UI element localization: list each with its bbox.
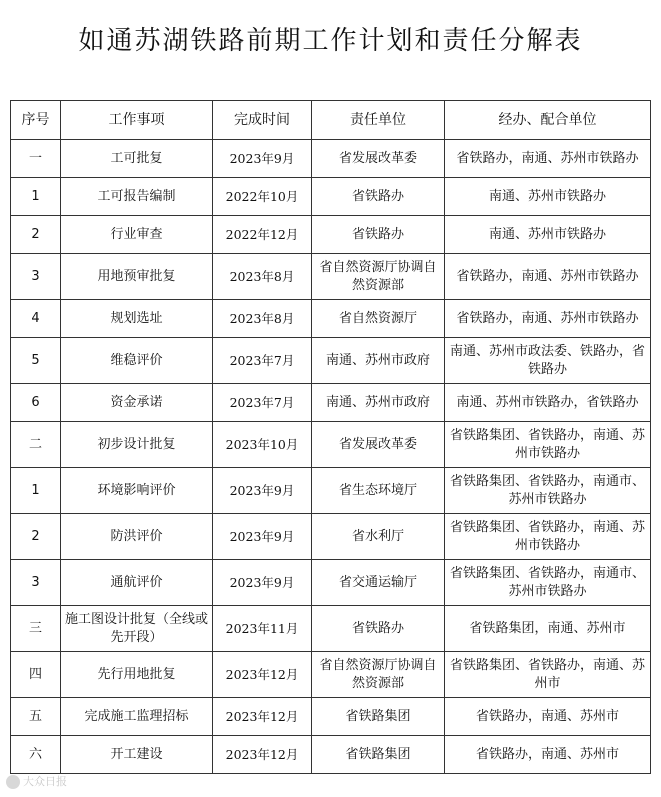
table-row xyxy=(11,652,651,698)
cell-cooperating-units: 省铁路办，南通、苏州市 xyxy=(445,698,651,736)
cell-responsible-unit: 省铁路办 xyxy=(312,216,445,254)
cell-work-item: 完成施工监理招标 xyxy=(61,698,213,736)
cell-responsible-unit: 省铁路集团 xyxy=(312,698,445,736)
header-serial: 序号 xyxy=(11,101,61,140)
cell-cooperating-units: 南通、苏州市铁路办，省铁路办 xyxy=(445,384,651,422)
table-row xyxy=(11,140,651,178)
watermark xyxy=(6,773,67,789)
cell-completion-time: 2023年7月 xyxy=(213,384,312,422)
cell-cooperating-units: 省铁路办，南通、苏州市铁路办 xyxy=(445,140,651,178)
cell-work-item: 规划选址 xyxy=(61,300,213,338)
cell-work-item: 工可批复 xyxy=(61,140,213,178)
cell-completion-time: 2023年9月 xyxy=(213,140,312,178)
table-row xyxy=(11,338,651,384)
cell-responsible-unit: 省交通运输厅 xyxy=(312,560,445,606)
cell-completion-time: 2023年9月 xyxy=(213,560,312,606)
cell-work-item: 防洪评价 xyxy=(61,514,213,560)
cell-serial: 3 xyxy=(11,254,61,300)
table-row xyxy=(11,254,651,300)
cell-responsible-unit: 省铁路集团 xyxy=(312,736,445,774)
cell-responsible-unit: 省生态环境厅 xyxy=(312,468,445,514)
cell-completion-time: 2023年12月 xyxy=(213,652,312,698)
table-row xyxy=(11,422,651,468)
cell-work-item: 工可报告编制 xyxy=(61,178,213,216)
cell-cooperating-units: 省铁路集团、省铁路办，南通、苏州市铁路办 xyxy=(445,514,651,560)
table-row xyxy=(11,606,651,652)
header-work-item: 工作事项 xyxy=(61,101,213,140)
cell-serial: 4 xyxy=(11,300,61,338)
table-row xyxy=(11,698,651,736)
cell-completion-time: 2023年8月 xyxy=(213,254,312,300)
cell-serial: 3 xyxy=(11,560,61,606)
header-completion-time: 完成时间 xyxy=(213,101,312,140)
table-row xyxy=(11,736,651,774)
cell-completion-time: 2023年7月 xyxy=(213,338,312,384)
cell-responsible-unit: 省自然资源厅协调自然资源部 xyxy=(312,652,445,698)
cell-completion-time: 2023年9月 xyxy=(213,514,312,560)
cell-completion-time: 2022年10月 xyxy=(213,178,312,216)
table-row xyxy=(11,178,651,216)
cell-completion-time: 2022年12月 xyxy=(213,216,312,254)
cell-completion-time: 2023年12月 xyxy=(213,698,312,736)
table-row xyxy=(11,384,651,422)
header-responsible-unit: 责任单位 xyxy=(312,101,445,140)
cell-work-item: 开工建设 xyxy=(61,736,213,774)
cell-serial: 2 xyxy=(11,514,61,560)
header-cooperating-units: 经办、配合单位 xyxy=(445,101,651,140)
cell-serial: 1 xyxy=(11,178,61,216)
cell-work-item: 环境影响评价 xyxy=(61,468,213,514)
table-header-row xyxy=(11,101,651,140)
cell-completion-time: 2023年11月 xyxy=(213,606,312,652)
cell-work-item: 先行用地批复 xyxy=(61,652,213,698)
cell-responsible-unit: 省发展改革委 xyxy=(312,422,445,468)
cell-responsible-unit: 省自然资源厅 xyxy=(312,300,445,338)
cell-responsible-unit: 省水利厅 xyxy=(312,514,445,560)
cell-completion-time: 2023年12月 xyxy=(213,736,312,774)
work-plan-table xyxy=(10,100,651,774)
cell-responsible-unit: 南通、苏州市政府 xyxy=(312,384,445,422)
cell-cooperating-units: 南通、苏州市铁路办 xyxy=(445,216,651,254)
cell-serial: 6 xyxy=(11,384,61,422)
cell-completion-time: 2023年10月 xyxy=(213,422,312,468)
cell-cooperating-units: 省铁路集团、省铁路办，南通、苏州市 xyxy=(445,652,651,698)
cell-serial: 5 xyxy=(11,338,61,384)
cell-cooperating-units: 南通、苏州市铁路办 xyxy=(445,178,651,216)
cell-work-item: 初步设计批复 xyxy=(61,422,213,468)
cell-responsible-unit: 省铁路办 xyxy=(312,606,445,652)
table-row xyxy=(11,300,651,338)
cell-cooperating-units: 省铁路办，南通、苏州市 xyxy=(445,736,651,774)
table-row xyxy=(11,560,651,606)
watermark-logo-icon xyxy=(6,775,20,789)
cell-cooperating-units: 省铁路集团，南通、苏州市 xyxy=(445,606,651,652)
cell-serial: 二 xyxy=(11,422,61,468)
cell-cooperating-units: 省铁路集团、省铁路办，南通、苏州市铁路办 xyxy=(445,422,651,468)
cell-serial: 六 xyxy=(11,736,61,774)
cell-serial: 2 xyxy=(11,216,61,254)
cell-work-item: 行业审查 xyxy=(61,216,213,254)
page-title: 如通苏湖铁路前期工作计划和责任分解表 xyxy=(78,26,583,56)
cell-work-item: 施工图设计批复（全线或先开段） xyxy=(61,606,213,652)
cell-work-item: 维稳评价 xyxy=(61,338,213,384)
cell-serial: 1 xyxy=(11,468,61,514)
cell-serial: 四 xyxy=(11,652,61,698)
cell-completion-time: 2023年8月 xyxy=(213,300,312,338)
table-row xyxy=(11,216,651,254)
cell-serial: 一 xyxy=(11,140,61,178)
cell-cooperating-units: 省铁路集团、省铁路办，南通市、苏州市铁路办 xyxy=(445,560,651,606)
cell-cooperating-units: 省铁路办，南通、苏州市铁路办 xyxy=(445,300,651,338)
cell-work-item: 通航评价 xyxy=(61,560,213,606)
cell-completion-time: 2023年9月 xyxy=(213,468,312,514)
cell-responsible-unit: 省自然资源厅协调自然资源部 xyxy=(312,254,445,300)
table-row xyxy=(11,468,651,514)
cell-work-item: 资金承诺 xyxy=(61,384,213,422)
cell-responsible-unit: 省铁路办 xyxy=(312,178,445,216)
watermark-text: 大众日报 xyxy=(23,775,67,788)
cell-serial: 五 xyxy=(11,698,61,736)
cell-cooperating-units: 南通、苏州市政法委、铁路办，省铁路办 xyxy=(445,338,651,384)
cell-responsible-unit: 省发展改革委 xyxy=(312,140,445,178)
cell-cooperating-units: 省铁路集团、省铁路办，南通市、苏州市铁路办 xyxy=(445,468,651,514)
table-row xyxy=(11,514,651,560)
cell-serial: 三 xyxy=(11,606,61,652)
cell-responsible-unit: 南通、苏州市政府 xyxy=(312,338,445,384)
cell-cooperating-units: 省铁路办，南通、苏州市铁路办 xyxy=(445,254,651,300)
cell-work-item: 用地预审批复 xyxy=(61,254,213,300)
